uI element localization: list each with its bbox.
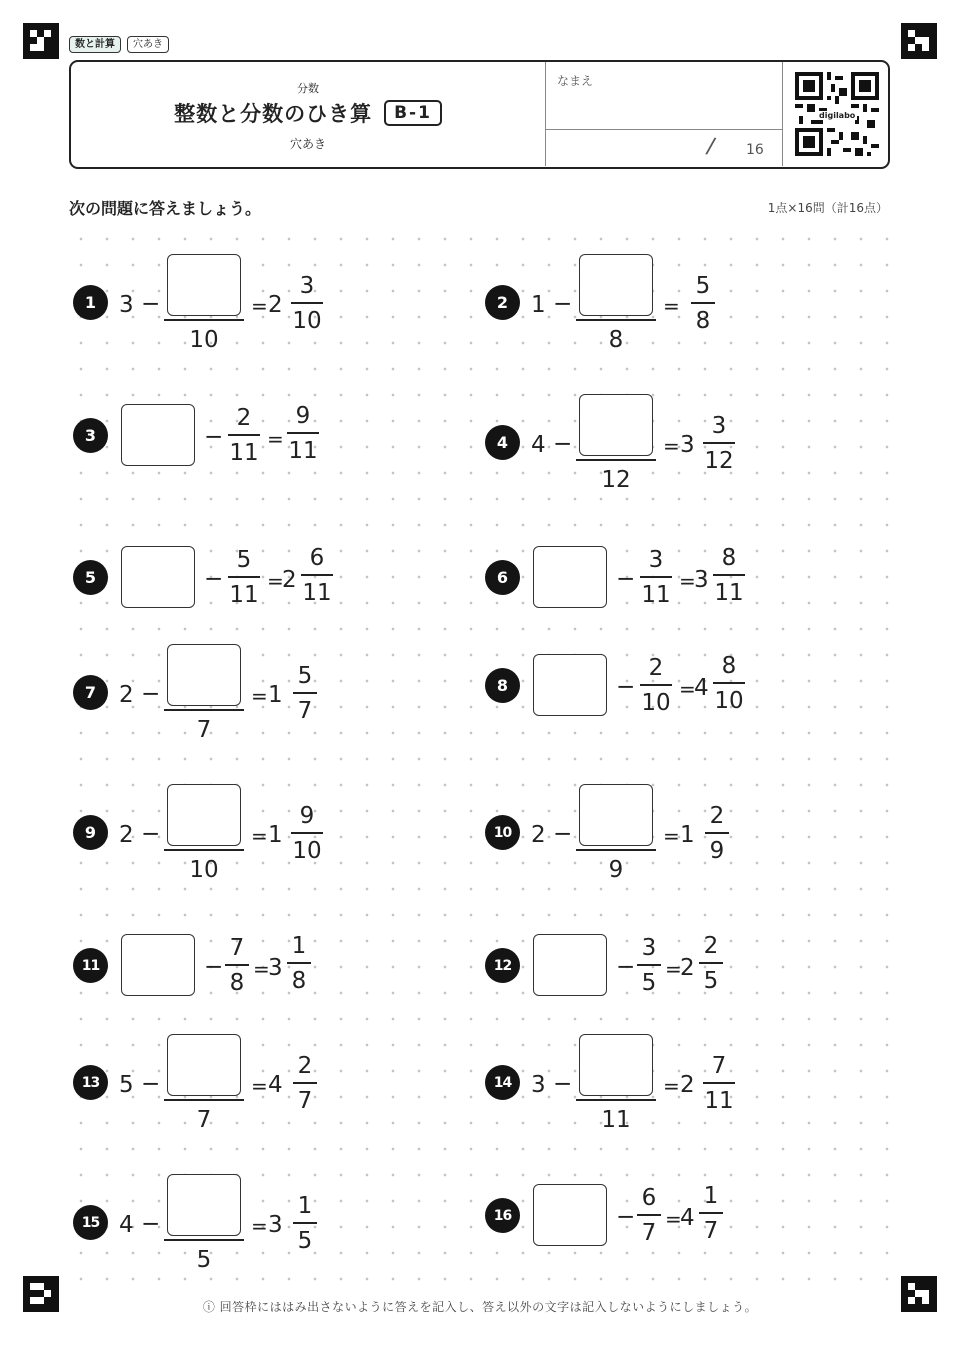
problem-item	[485, 928, 865, 1028]
result-fraction-numerator: 1	[297, 1193, 313, 1219]
denominator: 5	[196, 1247, 212, 1273]
result-fraction-denominator: 8	[695, 308, 711, 334]
equals-sign: =	[251, 1074, 268, 1098]
result-fraction-numerator: 2	[709, 803, 725, 829]
answer-box[interactable]	[167, 1174, 241, 1236]
result-fraction-bar	[699, 962, 723, 964]
result-fraction-denominator: 11	[288, 438, 318, 464]
subtrahend-fraction-bar	[637, 964, 661, 966]
minus-sign: −	[616, 566, 636, 592]
minus-sign: −	[553, 1071, 573, 1097]
answer-box[interactable]	[167, 784, 241, 846]
problem-item	[73, 1170, 453, 1273]
result-fraction-numerator: 9	[295, 403, 311, 429]
subtrahend-fraction-bar	[637, 1214, 661, 1216]
result-fraction-numerator: 1	[703, 1183, 719, 1209]
result-fraction-numerator: 1	[291, 933, 307, 959]
fraction-bar	[576, 1099, 656, 1101]
problem-item	[485, 250, 865, 353]
result-whole: 2	[680, 1072, 695, 1098]
result-fraction-bar	[699, 1212, 723, 1214]
minus-sign: −	[616, 674, 636, 700]
result-fraction-bar	[287, 432, 319, 434]
answer-box[interactable]	[579, 784, 653, 846]
subtrahend-fraction-denominator: 11	[229, 440, 259, 466]
whole-number: 2	[119, 682, 134, 708]
result-fraction-numerator: 3	[711, 413, 727, 439]
result-fraction-numerator: 3	[299, 273, 315, 299]
whole-number: 4	[531, 432, 546, 458]
answer-box[interactable]	[533, 1184, 607, 1246]
subtrahend-fraction-numerator: 5	[236, 547, 252, 573]
footer-note: ⓘ 回答枠にははみ出さないように答えを記入し、答え以外の文字は記入しないようにしましょう。	[202, 1300, 758, 1314]
problem-number-badge: 4	[485, 425, 520, 460]
whole-number: 1	[531, 292, 546, 318]
problem-number-badge: 5	[73, 560, 108, 595]
equals-sign: =	[663, 824, 680, 848]
result-fraction-numerator: 2	[703, 933, 719, 959]
problem-item	[73, 540, 453, 640]
result-fraction-numerator: 5	[297, 663, 313, 689]
fraction-bar	[576, 319, 656, 321]
equals-sign: =	[251, 1214, 268, 1238]
result-fraction-denominator: 7	[703, 1218, 719, 1244]
denominator: 7	[196, 1107, 212, 1133]
equals-sign: =	[251, 824, 268, 848]
score-slash: /	[704, 133, 717, 160]
result-fraction-bar	[293, 1222, 317, 1224]
result-fraction-numerator: 6	[309, 545, 325, 571]
subtrahend-fraction-bar	[640, 684, 672, 686]
worksheet-header	[69, 60, 890, 169]
fraction-bar	[576, 849, 656, 851]
result-whole: 1	[268, 682, 283, 708]
equals-sign: =	[251, 684, 268, 708]
result-whole: 1	[268, 822, 283, 848]
result-fraction-numerator: 9	[299, 803, 315, 829]
minus-sign: −	[616, 954, 636, 980]
result-fraction-bar	[705, 832, 729, 834]
minus-sign: −	[616, 1204, 636, 1230]
equals-sign: =	[679, 569, 696, 593]
qr-area	[782, 62, 887, 166]
result-fraction-bar	[713, 682, 745, 684]
problem-item	[485, 1030, 865, 1133]
problem-number-badge: 7	[73, 675, 108, 710]
problem-number-badge: 9	[73, 815, 108, 850]
result-fraction-bar	[713, 574, 745, 576]
subject-label: 分数	[297, 82, 319, 95]
problem-number-badge: 13	[73, 1065, 108, 1100]
result-fraction-denominator: 7	[297, 1088, 313, 1114]
title-area	[71, 62, 546, 166]
corner-marker-top-right	[901, 23, 937, 59]
result-fraction-denominator: 5	[297, 1228, 313, 1254]
subtrahend-fraction-numerator: 7	[229, 935, 245, 961]
result-fraction-denominator: 11	[704, 1088, 734, 1114]
result-fraction-denominator: 7	[297, 698, 313, 724]
problem-number-badge: 16	[485, 1198, 520, 1233]
result-fraction-denominator: 10	[292, 308, 322, 334]
result-whole: 2	[680, 955, 695, 981]
fraction-bar	[164, 319, 244, 321]
whole-number: 2	[119, 822, 134, 848]
points-text: 1点×16問（計16点）	[764, 199, 888, 216]
result-fraction-bar	[703, 1082, 735, 1084]
result-fraction-denominator: 8	[291, 968, 307, 994]
answer-box[interactable]	[579, 394, 653, 456]
subtrahend-fraction-bar	[228, 576, 260, 578]
problem-item	[73, 250, 453, 353]
problem-item	[485, 390, 865, 493]
denominator: 10	[189, 857, 219, 883]
result-fraction-bar	[293, 1082, 317, 1084]
subtrahend-fraction-numerator: 2	[648, 655, 664, 681]
result-whole: 3	[680, 432, 695, 458]
result-fraction-bar	[291, 832, 323, 834]
problem-number-badge: 14	[485, 1065, 520, 1100]
whole-number: 4	[119, 1212, 134, 1238]
result-fraction-bar	[301, 574, 333, 576]
category-tags	[69, 36, 169, 53]
equals-sign: =	[665, 957, 682, 981]
problem-number-badge: 2	[485, 285, 520, 320]
subtitle: 穴あき	[289, 137, 326, 151]
minus-sign: −	[204, 954, 224, 980]
answer-box[interactable]	[167, 254, 241, 316]
problem-number-badge: 12	[485, 948, 520, 983]
answer-box[interactable]	[533, 934, 607, 996]
answer-box[interactable]	[579, 254, 653, 316]
equals-sign: =	[663, 434, 680, 458]
answer-box[interactable]	[167, 1034, 241, 1096]
problem-item	[73, 640, 453, 743]
result-fraction-bar	[291, 302, 323, 304]
minus-sign: −	[553, 431, 573, 457]
problem-item	[485, 1178, 865, 1278]
result-fraction-denominator: 11	[302, 580, 332, 606]
problem-number-badge: 3	[73, 418, 108, 453]
result-whole: 4	[694, 675, 709, 701]
name-divider	[546, 129, 782, 130]
result-whole: 2	[282, 567, 297, 593]
problem-number-badge: 11	[73, 948, 108, 983]
minus-sign: −	[204, 424, 224, 450]
instruction-text: 次の問題に答えましょう。	[69, 196, 267, 219]
result-fraction-numerator: 5	[695, 273, 711, 299]
page-title: 整数と分数のひき算	[174, 102, 373, 126]
problem-item	[73, 1030, 453, 1133]
result-fraction-denominator: 10	[714, 688, 744, 714]
denominator: 9	[608, 857, 624, 883]
denominator: 8	[608, 327, 624, 353]
result-whole: 4	[268, 1072, 283, 1098]
result-fraction-bar	[691, 302, 715, 304]
fraction-bar	[164, 849, 244, 851]
subtrahend-fraction-bar	[640, 576, 672, 578]
corner-marker-top-left	[23, 23, 59, 59]
result-fraction-denominator: 12	[704, 448, 734, 474]
subtrahend-fraction-denominator: 10	[641, 690, 671, 716]
name-label: なまえ	[557, 74, 594, 88]
equals-sign: =	[663, 1074, 680, 1098]
level-badge: B-1	[384, 100, 442, 126]
problem-number-badge: 1	[73, 285, 108, 320]
problem-item	[485, 780, 865, 883]
equals-sign: =	[267, 427, 284, 451]
minus-sign: −	[204, 566, 224, 592]
subtrahend-fraction-numerator: 3	[648, 547, 664, 573]
subtrahend-fraction-bar	[225, 964, 249, 966]
subtrahend-fraction-denominator: 7	[641, 1220, 657, 1246]
result-whole: 4	[680, 1205, 695, 1231]
denominator: 11	[601, 1107, 631, 1133]
category-tag: 数と計算	[69, 36, 121, 53]
result-fraction-denominator: 11	[714, 580, 744, 606]
result-whole: 3	[268, 955, 283, 981]
problem-item	[485, 540, 865, 640]
score-total: 16	[746, 142, 764, 158]
subtrahend-fraction-numerator: 3	[641, 935, 657, 961]
subtrahend-fraction-numerator: 6	[641, 1185, 657, 1211]
denominator: 7	[196, 717, 212, 743]
equals-sign: =	[663, 294, 680, 318]
subtrahend-fraction-numerator: 2	[236, 405, 252, 431]
minus-sign: −	[141, 1211, 161, 1237]
subtrahend-fraction-denominator: 5	[641, 970, 657, 996]
equals-sign: =	[679, 677, 696, 701]
minus-sign: −	[141, 681, 161, 707]
fraction-bar	[164, 709, 244, 711]
equals-sign: =	[251, 294, 268, 318]
result-fraction-denominator: 9	[709, 838, 725, 864]
result-fraction-denominator: 5	[703, 968, 719, 994]
problem-item	[485, 648, 865, 748]
problem-number-badge: 8	[485, 668, 520, 703]
denominator: 12	[601, 467, 631, 493]
minus-sign: −	[553, 291, 573, 317]
equals-sign: =	[267, 569, 284, 593]
denominator: 10	[189, 327, 219, 353]
result-whole: 2	[268, 292, 283, 318]
result-fraction-bar	[703, 442, 735, 444]
fraction-bar	[164, 1239, 244, 1241]
answer-box[interactable]	[121, 404, 195, 466]
result-fraction-bar	[287, 962, 311, 964]
problem-number-badge: 15	[73, 1205, 108, 1240]
answer-box[interactable]	[121, 546, 195, 608]
answer-box[interactable]	[121, 934, 195, 996]
fraction-bar	[576, 459, 656, 461]
equals-sign: =	[253, 957, 270, 981]
problem-number-badge: 6	[485, 560, 520, 595]
answer-box[interactable]	[579, 1034, 653, 1096]
problem-item	[73, 780, 453, 883]
result-whole: 1	[680, 822, 695, 848]
result-fraction-numerator: 2	[297, 1053, 313, 1079]
subtrahend-fraction-bar	[228, 434, 260, 436]
result-whole: 3	[694, 567, 709, 593]
equals-sign: =	[665, 1207, 682, 1231]
whole-number: 3	[119, 292, 134, 318]
problem-item	[73, 398, 453, 498]
result-whole: 3	[268, 1212, 283, 1238]
minus-sign: −	[141, 291, 161, 317]
result-fraction-numerator: 8	[721, 545, 737, 571]
answer-box[interactable]	[167, 644, 241, 706]
result-fraction-denominator: 10	[292, 838, 322, 864]
minus-sign: −	[141, 821, 161, 847]
qr-label: digilabo	[819, 111, 856, 120]
whole-number: 5	[119, 1072, 134, 1098]
subtrahend-fraction-denominator: 8	[229, 970, 245, 996]
type-tag: 穴あき	[127, 36, 169, 53]
answer-box[interactable]	[533, 654, 607, 716]
whole-number: 2	[531, 822, 546, 848]
result-fraction-numerator: 8	[721, 653, 737, 679]
minus-sign: −	[141, 1071, 161, 1097]
subtrahend-fraction-denominator: 11	[229, 582, 259, 608]
fraction-bar	[164, 1099, 244, 1101]
minus-sign: −	[553, 821, 573, 847]
problem-item	[73, 928, 453, 1028]
result-fraction-bar	[293, 692, 317, 694]
answer-box[interactable]	[533, 546, 607, 608]
subtrahend-fraction-denominator: 11	[641, 582, 671, 608]
whole-number: 3	[531, 1072, 546, 1098]
problem-number-badge: 10	[485, 815, 520, 850]
result-fraction-numerator: 7	[711, 1053, 727, 1079]
